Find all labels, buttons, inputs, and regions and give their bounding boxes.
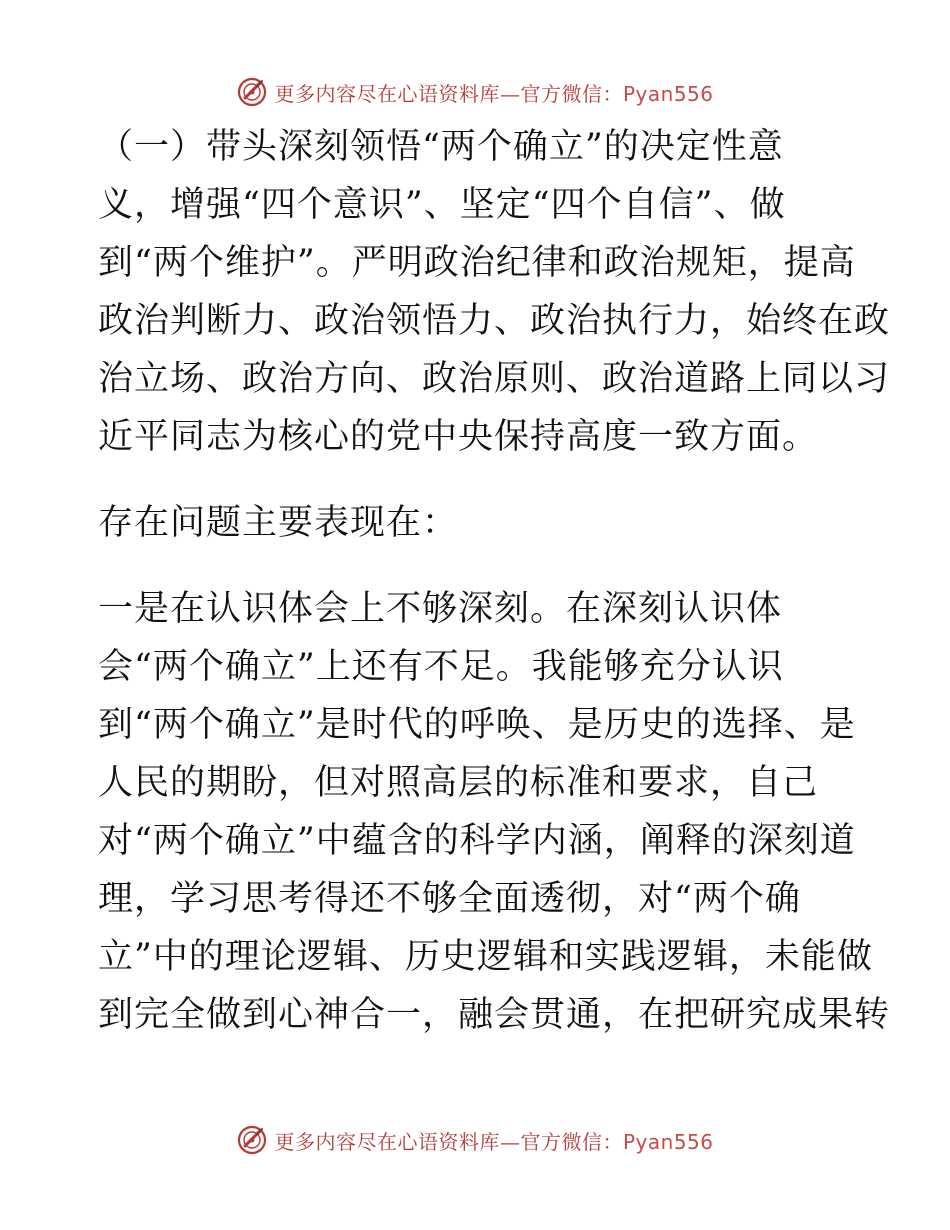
section-1-paragraph (98, 118, 891, 466)
section-3-paragraph (98, 580, 891, 1044)
watermark-main: 更多内容尽在心语资料库 (274, 1129, 500, 1154)
watermark-main: 更多内容尽在心语资料库 (274, 81, 500, 106)
paragraph-line: 到完全做到心神合一，融会贯通，在把研究成果转 (98, 995, 891, 1035)
header-watermark (0, 72, 950, 112)
paragraph-line: 到“两个维护”。严明政治纪律和政治规矩，提高 (98, 243, 856, 283)
seal-logo-icon (236, 1124, 268, 1156)
watermark-separator: — (499, 1129, 521, 1154)
paragraph-line: 理，学习思考得还不够全面透彻，对“两个确 (98, 879, 801, 919)
watermark-official: 官方微信： (520, 81, 623, 106)
paragraph-line: （一）带头深刻领悟“两个确立”的决定性意 (98, 127, 784, 167)
paragraph-line: 立”中的理论逻辑、历史逻辑和实践逻辑，未能做 (98, 937, 873, 977)
paragraph-line: 一是在认识体会上不够深刻。在深刻认识体 (98, 589, 783, 629)
paragraph-line: 义，增强“四个意识”、坚定“四个自信”、做 (98, 185, 786, 225)
section-heading: 存在问题主要表现在： (98, 503, 459, 543)
footer-watermark (0, 1120, 950, 1160)
watermark-wechat-id: Pyan556 (622, 81, 714, 106)
paragraph-line: 到“两个确立”是时代的呼唤、是历史的选择、是 (98, 705, 856, 745)
watermark-text (274, 1126, 713, 1155)
document-body (98, 118, 891, 1044)
paragraph-line: 会“两个确立”上还有不足。我能够充分认识 (98, 647, 784, 687)
paragraph-line: 政治判断力、政治领悟力、政治执行力，始终在政 (98, 301, 891, 341)
paragraph-line: 对“两个确立”中蕴含的科学内涵，阐释的深刻道 (98, 821, 856, 861)
watermark-official: 官方微信： (520, 1129, 623, 1154)
paragraph-line: 人民的期盼，但对照高层的标准和要求，自己 (98, 763, 819, 803)
watermark-separator: — (499, 81, 521, 106)
seal-logo-icon (236, 76, 268, 108)
paragraph-line: 治立场、政治方向、政治原则、政治道路上同以习 (98, 359, 891, 399)
paragraph-line: 近平同志为核心的党中央保持高度一致方面。 (98, 417, 819, 457)
watermark-text (274, 78, 713, 107)
watermark-wechat-id: Pyan556 (622, 1129, 714, 1154)
